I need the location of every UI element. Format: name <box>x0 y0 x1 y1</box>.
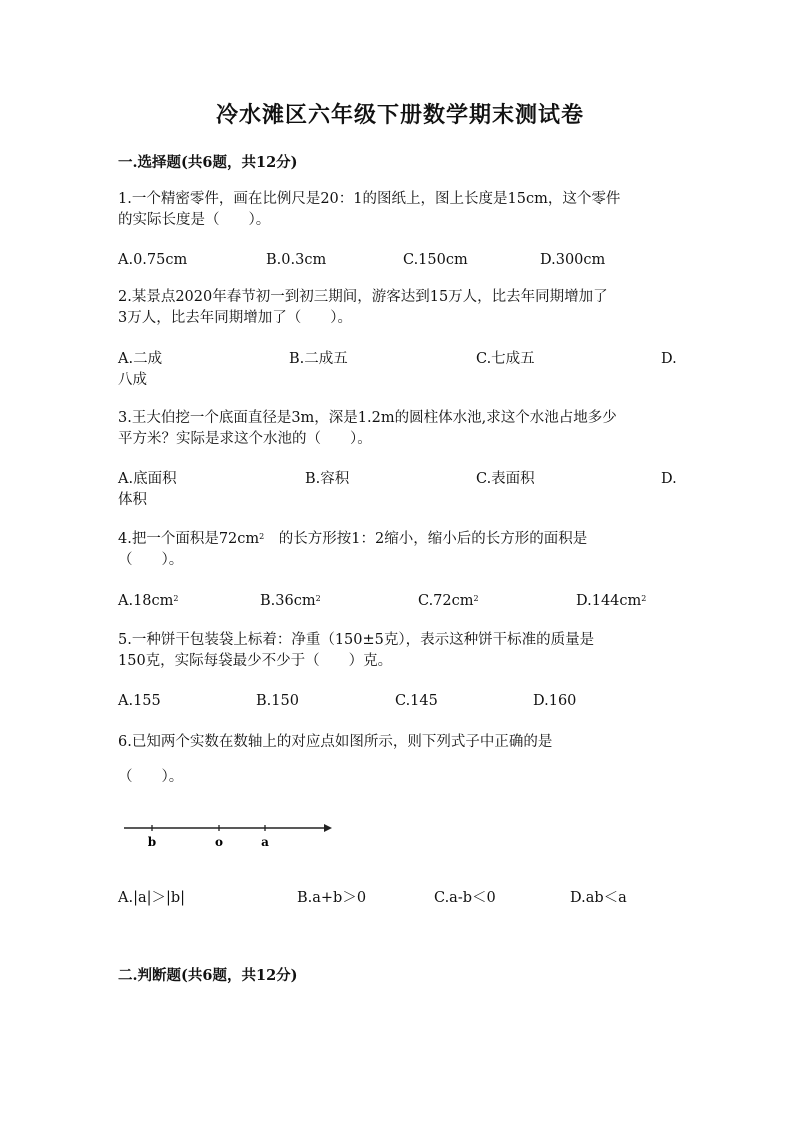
question-1-option-d: D.300cm <box>540 252 606 268</box>
question-2-option-d-letter: D. <box>661 351 677 367</box>
number-line-figure <box>118 815 338 855</box>
question-4-option-b-sup: 2 <box>315 594 321 603</box>
question-2-line-2: 3万人，比去年同期增加了（ ）。 <box>118 310 352 326</box>
number-line-label-o: o <box>214 835 224 849</box>
question-4-sup: 2 <box>259 532 265 541</box>
question-1-option-c: C.150cm <box>403 252 468 268</box>
question-5-line-2: 150克，实际每袋最少不少于（ ）克。 <box>118 653 393 669</box>
question-4-option-a-text: A.18cm <box>118 593 174 609</box>
question-5-option-b: B.150 <box>256 693 299 709</box>
question-2-line-1: 2.某景点2020年春节初一到初三期间，游客达到15万人，比去年同期增加了 <box>118 289 608 305</box>
question-5-option-a: A.155 <box>118 693 161 709</box>
question-4-option-c-text: C.72cm <box>418 593 474 609</box>
question-2-option-c: C.七成五 <box>476 351 535 367</box>
question-6-line-2: （ ）。 <box>118 769 184 785</box>
number-line-label-a: a <box>261 835 269 849</box>
question-2-option-b: B.二成五 <box>289 351 348 367</box>
question-6-option-c: C.a-b＜0 <box>434 890 496 906</box>
question-4-option-c-sup: 2 <box>473 594 479 603</box>
question-5-option-d: D.160 <box>533 693 577 709</box>
question-6-option-d: D.ab＜a <box>570 890 627 906</box>
question-1-line-2: 的实际长度是（ ）。 <box>118 212 271 228</box>
question-2-option-d-text: 八成 <box>118 372 147 388</box>
question-3-line-2: 平方米？实际是求这个水池的（ ）。 <box>118 431 372 447</box>
question-4-option-a-sup: 2 <box>173 594 179 603</box>
question-4-option-d-sup: 2 <box>641 594 647 603</box>
question-5-option-c: C.145 <box>395 693 438 709</box>
question-6-option-b: B.a+b＞0 <box>297 890 367 906</box>
question-1-line-1: 1.一个精密零件，画在比例尺是20：1的图纸上，图上长度是15cm，这个零件 <box>118 191 621 207</box>
question-4-line-1-start: 4.把一个面积是72cm <box>118 531 260 547</box>
section-heading-choice: 一.选择题(共6题，共12分) <box>118 154 298 171</box>
question-6-option-a: A.|a|＞|b| <box>118 890 186 906</box>
question-3-option-c: C.表面积 <box>476 471 535 487</box>
question-3-option-d-letter: D. <box>661 471 677 487</box>
question-4-option-a <box>118 591 179 611</box>
question-3-option-d-text: 体积 <box>118 492 147 508</box>
question-4-line-1-end: 的长方形按1：2缩小，缩小后的长方形的面积是 <box>278 531 588 547</box>
page-title: 冷水滩区六年级下册数学期末测试卷 <box>215 102 584 128</box>
question-4-option-d <box>576 591 646 611</box>
question-4-option-b-text: B.36cm <box>260 593 316 609</box>
question-1-option-b: B.0.3cm <box>266 252 327 268</box>
question-3-line-1: 3.王大伯挖一个底面直径是3m，深是1.2m的圆柱体水池,求这个水池占地多少 <box>118 410 617 426</box>
question-2-option-a: A.二成 <box>118 351 163 367</box>
number-line-arrow-icon <box>324 824 332 832</box>
question-4-option-d-text: D.144cm <box>576 593 642 609</box>
question-4-option-b <box>260 591 321 611</box>
question-4-line-1 <box>118 529 587 549</box>
question-1-option-a: A.0.75cm <box>118 252 188 268</box>
question-4-line-2: （ ）。 <box>118 552 184 568</box>
number-line-label-b: b <box>147 835 157 849</box>
question-3-option-b: B.容积 <box>305 471 350 487</box>
question-3-option-a: A.底面积 <box>118 471 177 487</box>
question-5-line-1: 5.一种饼干包装袋上标着：净重（150±5克），表示这种饼干标准的质量是 <box>118 632 595 648</box>
question-4-option-c <box>418 591 479 611</box>
question-6-line-1: 6.已知两个实数在数轴上的对应点如图所示，则下列式子中正确的是 <box>118 734 553 750</box>
section-heading-judgment: 二.判断题(共6题，共12分) <box>118 967 298 984</box>
